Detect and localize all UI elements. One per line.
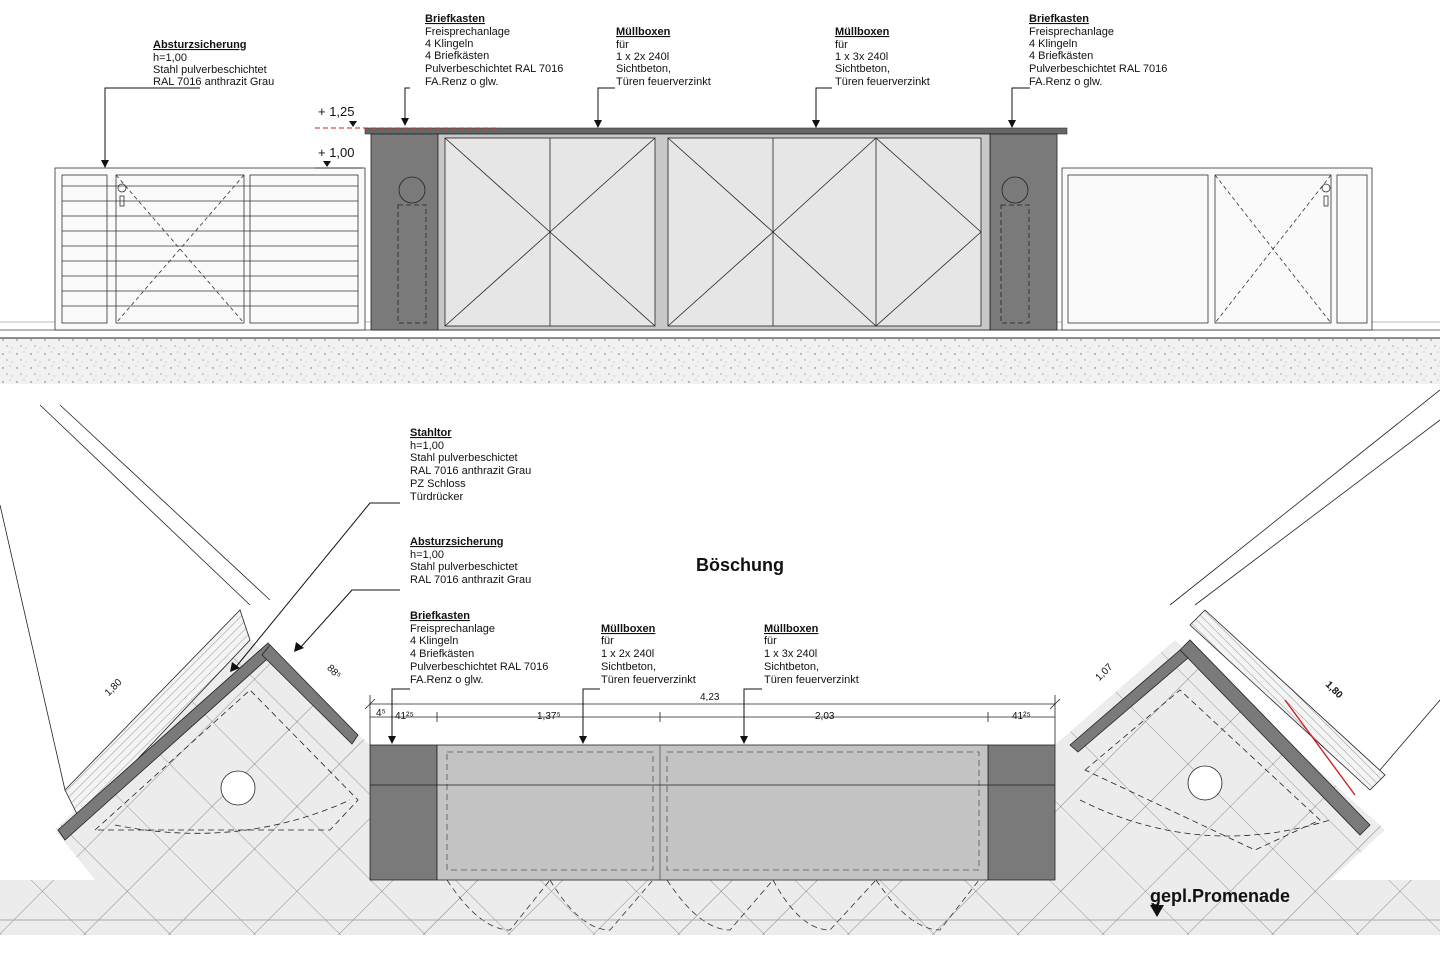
svg-text:für: für — [601, 635, 614, 647]
svg-text:h=1,00: h=1,00 — [410, 440, 444, 452]
svg-text:für: für — [764, 635, 777, 647]
svg-text:Sichtbeton,: Sichtbeton, — [764, 661, 820, 673]
dim-side-right: 41²⁵ — [1012, 711, 1031, 722]
svg-text:Sichtbeton,: Sichtbeton, — [835, 63, 891, 75]
level-marker-100 — [315, 145, 362, 168]
dim-diag-left-short: 88⁵ — [324, 662, 343, 682]
dim-diag-right-short: 1,07 — [1093, 661, 1116, 684]
svg-text:Stahltor: Stahltor — [410, 427, 452, 439]
note-muell-left-elev — [616, 26, 711, 88]
svg-text:Türen feuerverzinkt: Türen feuerverzinkt — [764, 674, 859, 686]
svg-text:Sichtbeton,: Sichtbeton, — [601, 661, 657, 673]
fence-left — [55, 168, 365, 330]
plan-title: Böschung — [696, 555, 784, 575]
svg-text:Türen feuerverzinkt: Türen feuerverzinkt — [601, 674, 696, 686]
bin-doors-right — [668, 138, 981, 326]
svg-text:für: für — [616, 39, 629, 51]
note-absturz-elev — [153, 39, 274, 88]
svg-text:1 x 3x 240l: 1 x 3x 240l — [764, 648, 818, 660]
svg-text:4 Briefkästen: 4 Briefkästen — [1029, 50, 1094, 62]
dim-seg-a: 1,37⁵ — [537, 711, 561, 722]
dim-diag-left: 1,80 — [102, 677, 125, 699]
svg-text:Freisprechanlage: Freisprechanlage — [425, 26, 510, 38]
svg-text:Pulverbeschichtet RAL 7016: Pulverbeschichtet RAL 7016 — [410, 661, 549, 673]
svg-text:+ 1,25: + 1,25 — [318, 104, 355, 119]
svg-text:Briefkasten: Briefkasten — [410, 610, 470, 622]
svg-text:Freisprechanlage: Freisprechanlage — [410, 623, 495, 635]
svg-text:+ 1,00: + 1,00 — [318, 145, 355, 160]
plan-mailbox-left — [370, 745, 437, 880]
svg-text:Müllboxen: Müllboxen — [835, 26, 890, 38]
level-marker-125 — [315, 104, 500, 128]
svg-text:Türen feuerverzinkt: Türen feuerverzinkt — [616, 76, 711, 88]
note-muell-b-plan — [764, 623, 859, 686]
bin-doors-left — [445, 138, 655, 326]
dim-seg-b: 2,03 — [815, 711, 835, 722]
dim-side-left: 41²⁵ — [395, 711, 414, 722]
note-muell-a-plan — [601, 623, 696, 686]
note-stahltor — [410, 427, 531, 503]
svg-text:1 x 2x 240l: 1 x 2x 240l — [616, 51, 670, 63]
svg-text:4 Klingeln: 4 Klingeln — [410, 635, 459, 647]
svg-text:1 x 2x 240l: 1 x 2x 240l — [601, 648, 655, 660]
svg-text:PZ Schloss: PZ Schloss — [410, 478, 466, 490]
svg-text:Stahl pulverbeschictet: Stahl pulverbeschictet — [410, 452, 518, 464]
svg-text:Pulverbeschichtet RAL 7016: Pulverbeschichtet RAL 7016 — [425, 63, 564, 75]
elevation-view — [0, 88, 1440, 384]
dim-total: 4,23 — [700, 692, 720, 703]
plan-bin-enclosure — [437, 745, 988, 880]
dim-diag-right: 1,80 — [1322, 679, 1345, 701]
svg-text:FA.Renz o glw.: FA.Renz o glw. — [410, 674, 484, 686]
note-brief-right-elev — [1029, 13, 1167, 88]
svg-text:FA.Renz o glw.: FA.Renz o glw. — [425, 76, 499, 88]
plan-mailbox-right — [988, 745, 1055, 880]
svg-text:h=1,00: h=1,00 — [410, 549, 444, 561]
dim-small: 4⁵ — [376, 708, 386, 719]
svg-text:RAL 7016 anthrazit Grau: RAL 7016 anthrazit Grau — [410, 465, 532, 477]
svg-text:Müllboxen: Müllboxen — [601, 623, 656, 635]
svg-text:Müllboxen: Müllboxen — [764, 623, 819, 635]
svg-text:4 Klingeln: 4 Klingeln — [1029, 38, 1078, 50]
roof-slab — [365, 128, 1067, 134]
svg-text:4 Briefkästen: 4 Briefkästen — [425, 50, 490, 62]
svg-text:Pulverbeschichtet RAL 7016: Pulverbeschichtet RAL 7016 — [1029, 63, 1168, 75]
svg-text:Türdrücker: Türdrücker — [410, 491, 464, 503]
svg-text:Briefkasten: Briefkasten — [425, 13, 485, 25]
ground-gravel — [0, 338, 1440, 384]
svg-text:4 Klingeln: 4 Klingeln — [425, 38, 474, 50]
note-brief-left-elev — [425, 13, 563, 88]
svg-text:1 x 3x 240l: 1 x 3x 240l — [835, 51, 889, 63]
plan-view — [0, 390, 1440, 935]
mailbox-right — [990, 134, 1057, 330]
svg-text:FA.Renz o glw.: FA.Renz o glw. — [1029, 76, 1103, 88]
svg-text:Absturzsicherung: Absturzsicherung — [410, 536, 504, 548]
promenade-label: gepl.Promenade — [1150, 886, 1291, 906]
note-brief-plan — [410, 610, 548, 686]
svg-text:für: für — [835, 39, 848, 51]
svg-text:Briefkasten: Briefkasten — [1029, 13, 1089, 25]
svg-text:Sichtbeton,: Sichtbeton, — [616, 63, 672, 75]
svg-text:Stahl pulverbeschictet: Stahl pulverbeschictet — [410, 561, 518, 573]
svg-text:4 Briefkästen: 4 Briefkästen — [410, 648, 475, 660]
svg-text:Türen feuerverzinkt: Türen feuerverzinkt — [835, 76, 930, 88]
svg-text:Müllboxen: Müllboxen — [616, 26, 671, 38]
svg-text:Absturzsicherung: Absturzsicherung — [153, 39, 247, 51]
mailbox-left — [371, 134, 438, 330]
svg-text:Freisprechanlage: Freisprechanlage — [1029, 26, 1114, 38]
svg-text:RAL 7016 anthrazit Grau: RAL 7016 anthrazit Grau — [410, 574, 532, 586]
svg-text:Stahl pulverbeschichtet: Stahl pulverbeschichtet — [153, 64, 267, 76]
note-muell-right-elev — [835, 26, 930, 88]
svg-text:h=1,00: h=1,00 — [153, 52, 187, 64]
fence-right — [1062, 168, 1372, 330]
note-absturz-plan — [410, 536, 531, 586]
svg-text:RAL 7016 anthrazit Grau: RAL 7016 anthrazit Grau — [153, 76, 275, 88]
